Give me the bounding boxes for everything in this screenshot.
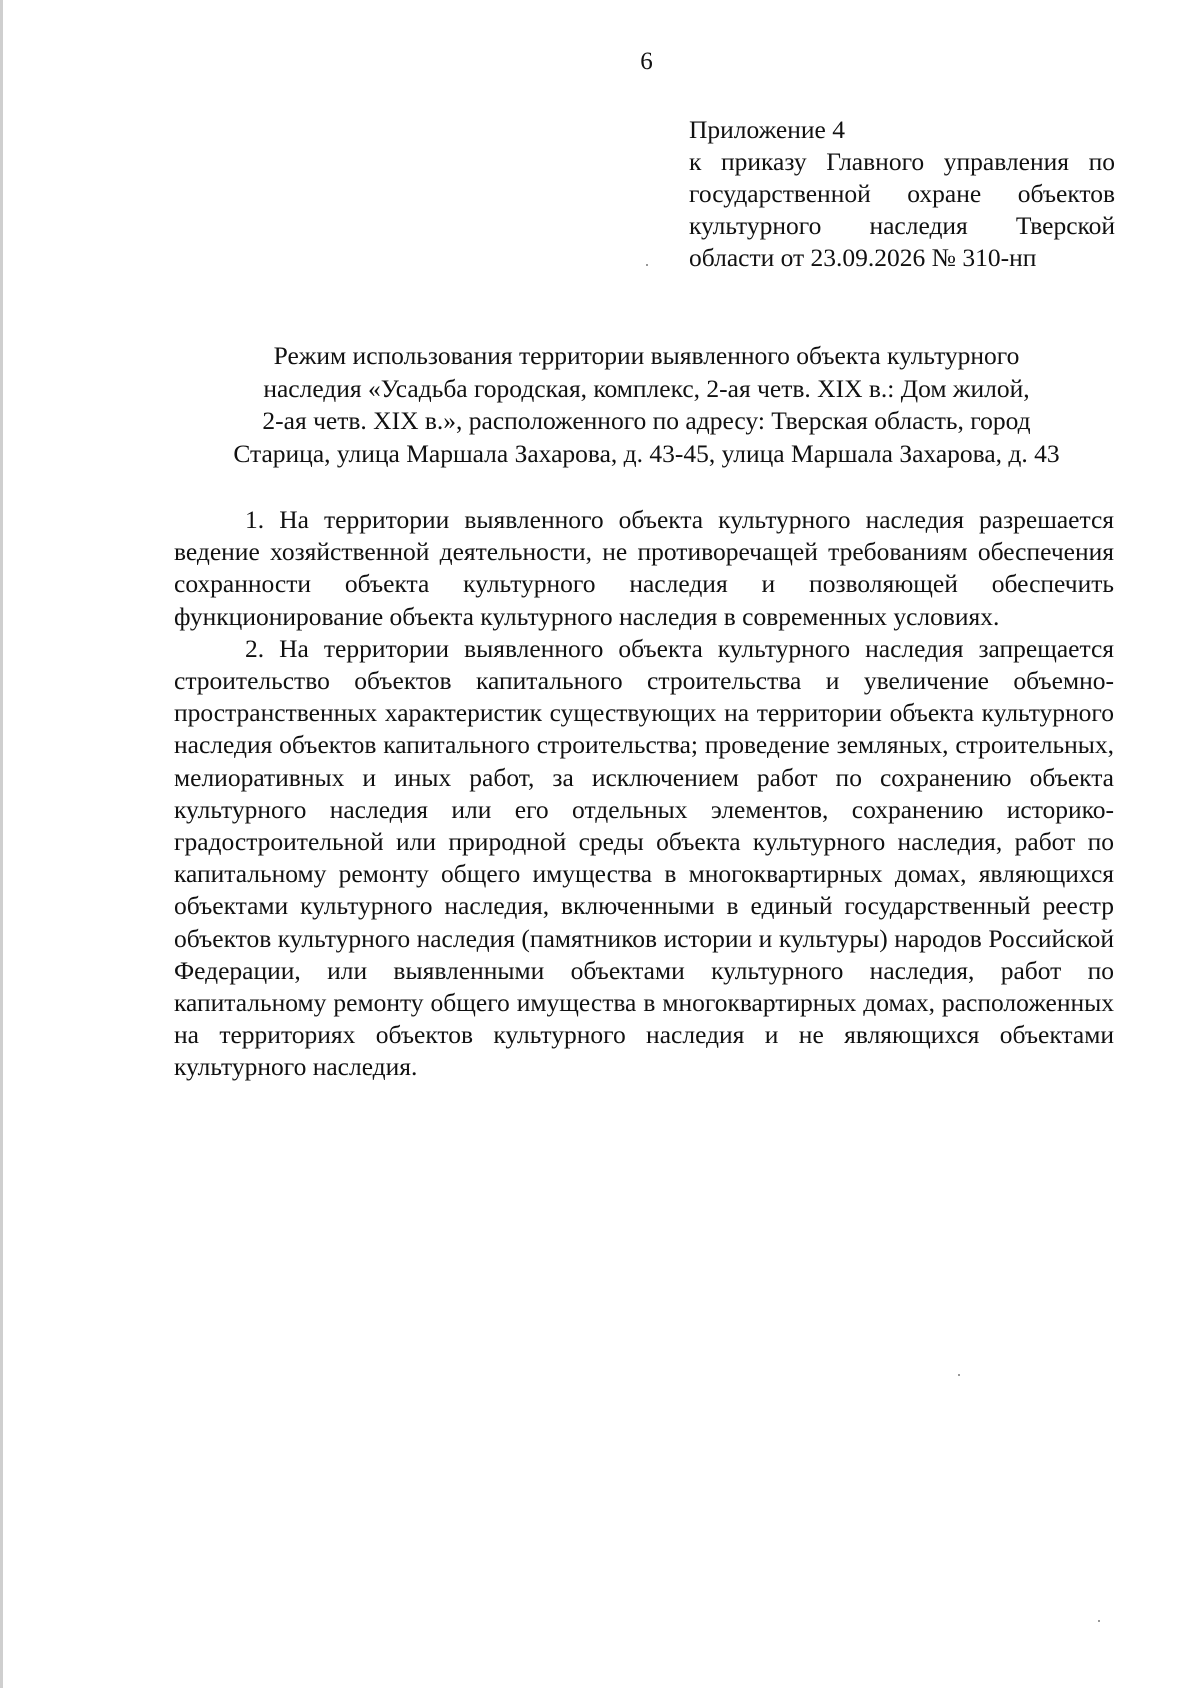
document-title-line: Старица, улица Маршала Захарова, д. 43-45, улица Маршала Захарова, д. 43: [233, 438, 1060, 468]
appendix-block: [689, 114, 1115, 274]
document-title-line: наследия «Усадьба городская, комплекс, 2-ая четв. XIX в.: Дом жилой,: [263, 373, 1030, 403]
document-title: [180, 340, 1113, 470]
document-body: [174, 504, 1114, 1084]
paragraph-1: 1. На территории выявленного объекта культурного наследия разрешается ведение хозяйственной деятельности, не противоречащей требованиям обеспечения сохранности объекта культурного наследия и позволяющей обеспечить функционирование объекта культурного наследия в современных условиях.: [174, 505, 1114, 631]
page-number: 6: [640, 48, 653, 75]
scan-speck: [646, 264, 648, 266]
paragraph-2: 2. На территории выявленного объекта культурного наследия запрещается строительство объектов капитального строительства и увеличение объемно-пространственных характеристик существующих на территории объекта культурного наследия объектов капитального строительства; проведение земляных, строительных, мелиоративных и иных работ, за исключением работ по сохранению объекта культурного наследия или его отдельных элементов, сохранению историко-градостроительной или природной среды объекта культурного наследия, работ по капитальному ремонту общего имущества в многоквартирных домах, являющихся объектами культурного наследия, включенными в единый государственный реестр объектов культурного наследия (памятников истории и культуры) народов Российской Федерации, или выявленными объектами культурного наследия, работ по капитальному ремонту общего имущества в многоквартирных домах, расположенных на территориях объектов культурного наследия и не являющихся объектами культурного наследия.: [174, 633, 1114, 1082]
scan-edge: [0, 0, 3, 1688]
scan-speck: [958, 1374, 960, 1376]
document-title-line: 2-ая четв. XIX в.», расположенного по адресу: Тверская область, город: [262, 406, 1031, 435]
appendix-reference: к приказу Главного управления по государственной охране объектов культурного наследия Тверской области от 23.09.2026 № 310-нп: [689, 147, 1115, 272]
document-title-line: Режим использования территории выявленного объекта культурного: [273, 341, 1020, 370]
scan-speck: [1098, 1620, 1100, 1622]
appendix-title: Приложение 4: [689, 115, 845, 144]
